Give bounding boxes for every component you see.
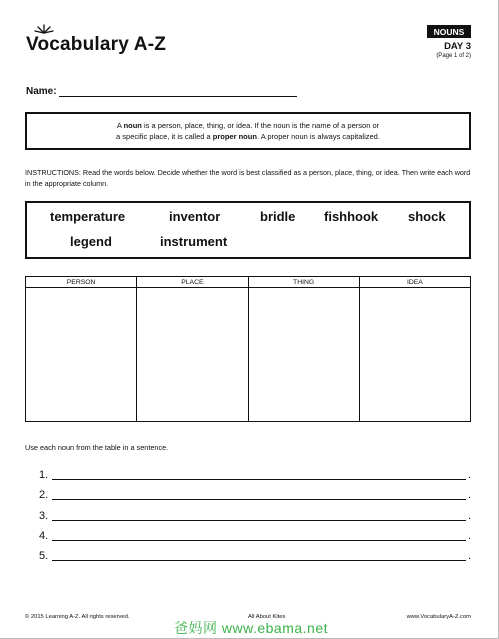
word-bank-item: instrument [160, 234, 228, 249]
sentence-prompt: Use each noun from the table in a sentence. [25, 443, 169, 452]
line-period: . [467, 550, 471, 562]
word-bank-item: bridle [260, 209, 296, 224]
page-count: (Page 1 of 2) [436, 53, 471, 59]
writing-rule [52, 540, 466, 541]
word-bank-item: shock [408, 209, 446, 224]
line-period: . [467, 489, 471, 501]
writing-rule [52, 520, 466, 521]
name-line[interactable] [59, 96, 297, 97]
classification-table [25, 276, 471, 422]
line-number: 2. [39, 489, 49, 501]
footer-copyright: © 2015 Learning A-Z. All rights reserved. [25, 614, 130, 620]
instructions-text: Read the words below. Decide whether the word is best classified as a person, place, thing, or idea. Then write each word in the appropriate column. [25, 168, 471, 188]
line-period: . [467, 530, 471, 542]
lesson-header [427, 25, 471, 59]
line-period: . [467, 469, 471, 481]
column-header: THING [249, 277, 359, 288]
line-period: . [467, 510, 471, 522]
column-thing[interactable] [249, 277, 360, 421]
word-bank [25, 201, 471, 259]
column-person[interactable] [26, 277, 137, 421]
topic-tag: NOUNS [427, 25, 471, 38]
sentence-line[interactable] [39, 489, 471, 501]
definition-line-1: A noun is a person, place, thing, or idea. If the noun is the name of a person or [116, 121, 380, 130]
term-noun: noun [123, 121, 142, 130]
definition-box [25, 112, 471, 150]
term-proper-noun: proper noun [212, 132, 257, 141]
word-bank-item: inventor [169, 209, 221, 224]
line-number: 1. [39, 469, 49, 481]
writing-rule [52, 479, 466, 480]
column-idea[interactable] [360, 277, 470, 421]
logo-sunburst-icon [34, 22, 54, 34]
line-number: 3. [39, 510, 49, 522]
writing-rule [52, 499, 466, 500]
sentence-line[interactable] [39, 510, 471, 522]
sentence-line[interactable] [39, 530, 471, 542]
logo-text: Vocabulary A-Z [26, 34, 167, 55]
word-bank-item: legend [70, 234, 112, 249]
name-label: Name: [26, 86, 57, 97]
day-label: DAY 3 [444, 41, 471, 52]
line-number: 4. [39, 530, 49, 542]
footer-title: All About Kites [248, 614, 286, 620]
word-bank-item: temperature [50, 209, 126, 224]
sentence-line[interactable] [39, 550, 471, 562]
column-header: PERSON [26, 277, 136, 288]
writing-rule [52, 560, 466, 561]
column-header: PLACE [137, 277, 247, 288]
definition-line-2: a specific place, it is called a proper noun. A proper noun is always capitalized. [116, 132, 380, 141]
watermark: 爸妈网 www.ebama.net [174, 620, 328, 636]
instructions [25, 167, 473, 189]
sentence-line[interactable] [39, 469, 471, 481]
column-header: IDEA [360, 277, 470, 288]
footer-website: www.VocabularyA-Z.com [406, 614, 471, 620]
column-place[interactable] [137, 277, 248, 421]
word-bank-item: fishhook [324, 209, 379, 224]
line-number: 5. [39, 550, 49, 562]
instructions-label: INSTRUCTIONS: [25, 168, 81, 177]
